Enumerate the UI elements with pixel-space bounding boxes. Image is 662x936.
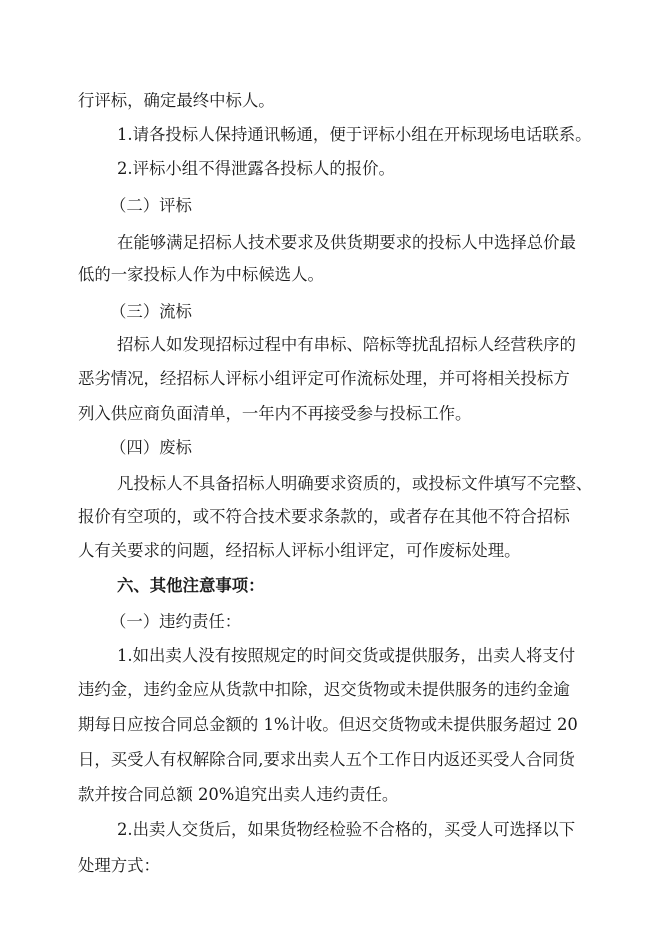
text-line: 行评标，确定最终中标人。 xyxy=(78,91,275,110)
section-heading: 六、其他注意事项： xyxy=(117,576,265,595)
text-line: 期每日应按合同总金额的 1%计收。但迟交货物或未提供服务超过 20 xyxy=(78,715,578,734)
text-line: 报价有空项的，或不符合技术要求条款的，或者存在其他不符合招标 xyxy=(78,507,570,526)
text-line: 低的一家投标人作为中标候选人。 xyxy=(78,265,324,284)
subsection-heading: （一）违约责任： xyxy=(110,612,242,631)
subsection-heading: （四）废标 xyxy=(110,438,192,457)
text-line: 1.请各投标人保持通讯畅通，便于评标小组在开标现场电话联系。 xyxy=(117,125,592,144)
text-line: 恶劣情况，经招标人评标小组评定可作流标处理，并可将相关投标方 xyxy=(78,369,570,388)
text-line: 款并按合同总额 20%追究出卖人违约责任。 xyxy=(78,785,399,804)
text-line: 人有关要求的问题，经招标人评标小组评定，可作废标处理。 xyxy=(78,541,521,560)
text-line: 2.出卖人交货后，如果货物经检验不合格的，买受人可选择以下 xyxy=(117,820,576,839)
text-line: 违约金，违约金应从货款中扣除，迟交货物或未提供服务的违约金逾 xyxy=(78,680,570,699)
text-line: 凡投标人不具备招标人明确要求资质的，或投标文件填写不完整、 xyxy=(117,474,593,493)
subsection-heading: （三）流标 xyxy=(110,302,192,321)
text-line: 招标人如发现招标过程中有串标、陪标等扰乱招标人经营秩序的 xyxy=(117,335,576,354)
text-line: 处理方式： xyxy=(78,856,160,875)
text-line: 1.如出卖人没有按照规定的时间交货或提供服务，出卖人将支付 xyxy=(117,646,576,665)
text-line: 在能够满足招标人技术要求及供货期要求的投标人中选择总价最 xyxy=(117,233,576,252)
subsection-heading: （二）评标 xyxy=(110,196,192,215)
text-line: 列入供应商负面清单，一年内不再接受参与投标工作。 xyxy=(78,404,472,423)
text-line: 日，买受人有权解除合同,要求出卖人五个工作日内返还买受人合同货 xyxy=(78,750,575,769)
text-line: 2.评标小组不得泄露各投标人的报价。 xyxy=(117,159,395,178)
